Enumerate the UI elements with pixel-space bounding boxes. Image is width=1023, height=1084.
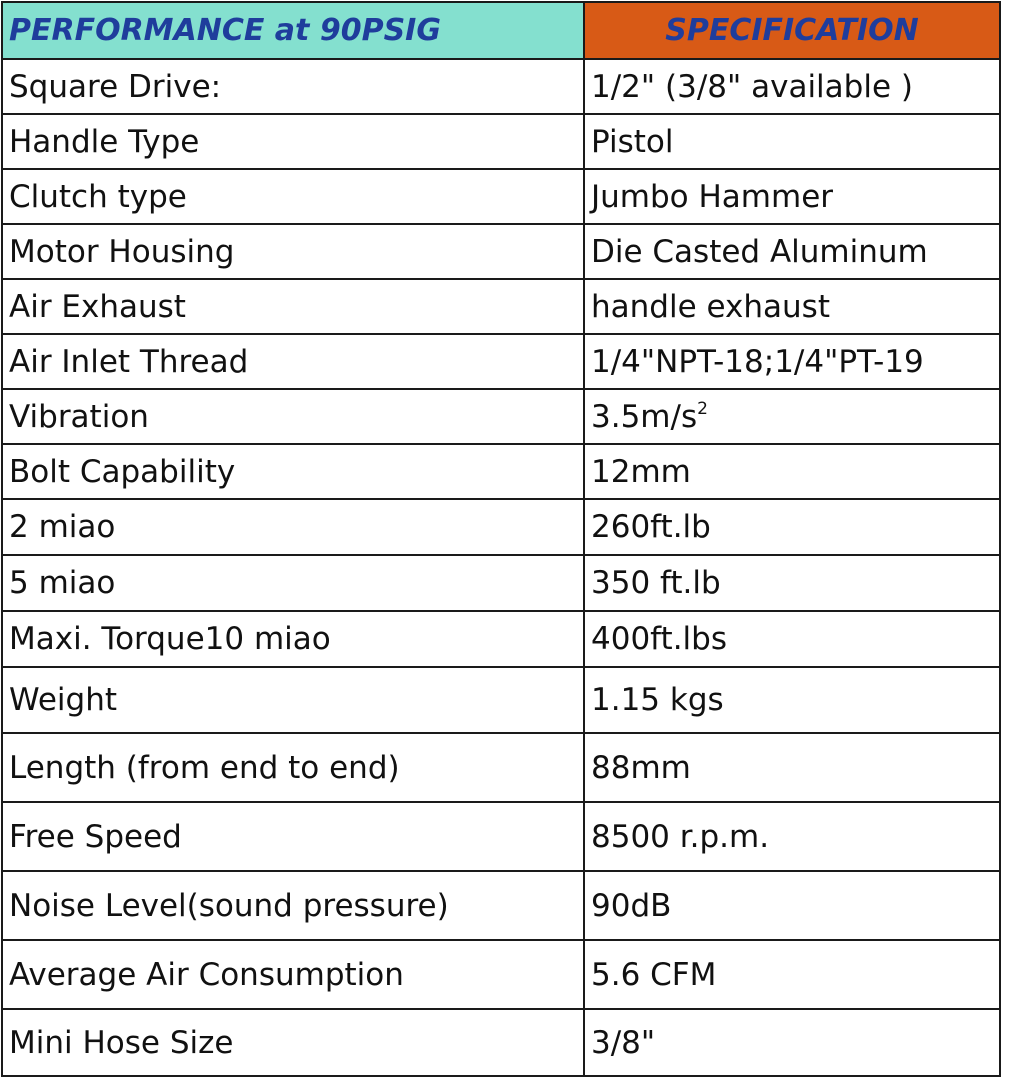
header-performance: PERFORMANCE at 90PSIG bbox=[2, 2, 584, 59]
row-value: 1/4"NPT-18;1/4"PT-19 bbox=[584, 334, 1000, 389]
table-row bbox=[2, 611, 1000, 667]
row-value: 88mm bbox=[584, 733, 1000, 802]
row-value: Jumbo Hammer bbox=[584, 169, 1000, 224]
row-value: 1.15 kgs bbox=[584, 667, 1000, 733]
row-label: Air Inlet Thread bbox=[2, 334, 584, 389]
table-row bbox=[2, 389, 1000, 444]
row-label: Air Exhaust bbox=[2, 279, 584, 334]
row-label: Handle Type bbox=[2, 114, 584, 169]
row-label: Free Speed bbox=[2, 802, 584, 871]
row-value: handle exhaust bbox=[584, 279, 1000, 334]
table-row bbox=[2, 802, 1000, 871]
row-label: 5 miao bbox=[2, 555, 584, 611]
vibration-exponent: 2 bbox=[697, 398, 708, 419]
row-label: Weight bbox=[2, 667, 584, 733]
row-value: 90dB bbox=[584, 871, 1000, 940]
row-value: Die Casted Aluminum bbox=[584, 224, 1000, 279]
table-row bbox=[2, 169, 1000, 224]
row-value bbox=[584, 389, 1000, 444]
vibration-value: 3.5m/s bbox=[591, 398, 698, 435]
header-row bbox=[2, 2, 1000, 59]
row-label: Square Drive: bbox=[2, 59, 584, 114]
table-row bbox=[2, 733, 1000, 802]
row-label: 2 miao bbox=[2, 499, 584, 555]
row-value: 260ft.lb bbox=[584, 499, 1000, 555]
table-row bbox=[2, 444, 1000, 499]
table-row bbox=[2, 1009, 1000, 1076]
table-row bbox=[2, 667, 1000, 733]
table-row bbox=[2, 279, 1000, 334]
table-row bbox=[2, 555, 1000, 611]
row-value: 1/2" (3/8" available ) bbox=[584, 59, 1000, 114]
row-label: Mini Hose Size bbox=[2, 1009, 584, 1076]
table-row bbox=[2, 114, 1000, 169]
row-value: 8500 r.p.m. bbox=[584, 802, 1000, 871]
row-label: Length (from end to end) bbox=[2, 733, 584, 802]
row-label: Average Air Consumption bbox=[2, 940, 584, 1009]
row-value: 3/8" bbox=[584, 1009, 1000, 1076]
row-value: 350 ft.lb bbox=[584, 555, 1000, 611]
row-label: Clutch type bbox=[2, 169, 584, 224]
header-specification: SPECIFICATION bbox=[584, 2, 1000, 59]
row-value: 12mm bbox=[584, 444, 1000, 499]
table-row bbox=[2, 499, 1000, 555]
table-row bbox=[2, 59, 1000, 114]
table-row bbox=[2, 334, 1000, 389]
row-label: Noise Level(sound pressure) bbox=[2, 871, 584, 940]
row-label: Maxi. Torque10 miao bbox=[2, 611, 584, 667]
row-value: Pistol bbox=[584, 114, 1000, 169]
table-row bbox=[2, 940, 1000, 1009]
row-label: Vibration bbox=[2, 389, 584, 444]
row-value: 5.6 CFM bbox=[584, 940, 1000, 1009]
row-label: Bolt Capability bbox=[2, 444, 584, 499]
row-value: 400ft.lbs bbox=[584, 611, 1000, 667]
row-label: Motor Housing bbox=[2, 224, 584, 279]
table-row bbox=[2, 871, 1000, 940]
spec-table bbox=[1, 1, 1001, 1077]
table-row bbox=[2, 224, 1000, 279]
